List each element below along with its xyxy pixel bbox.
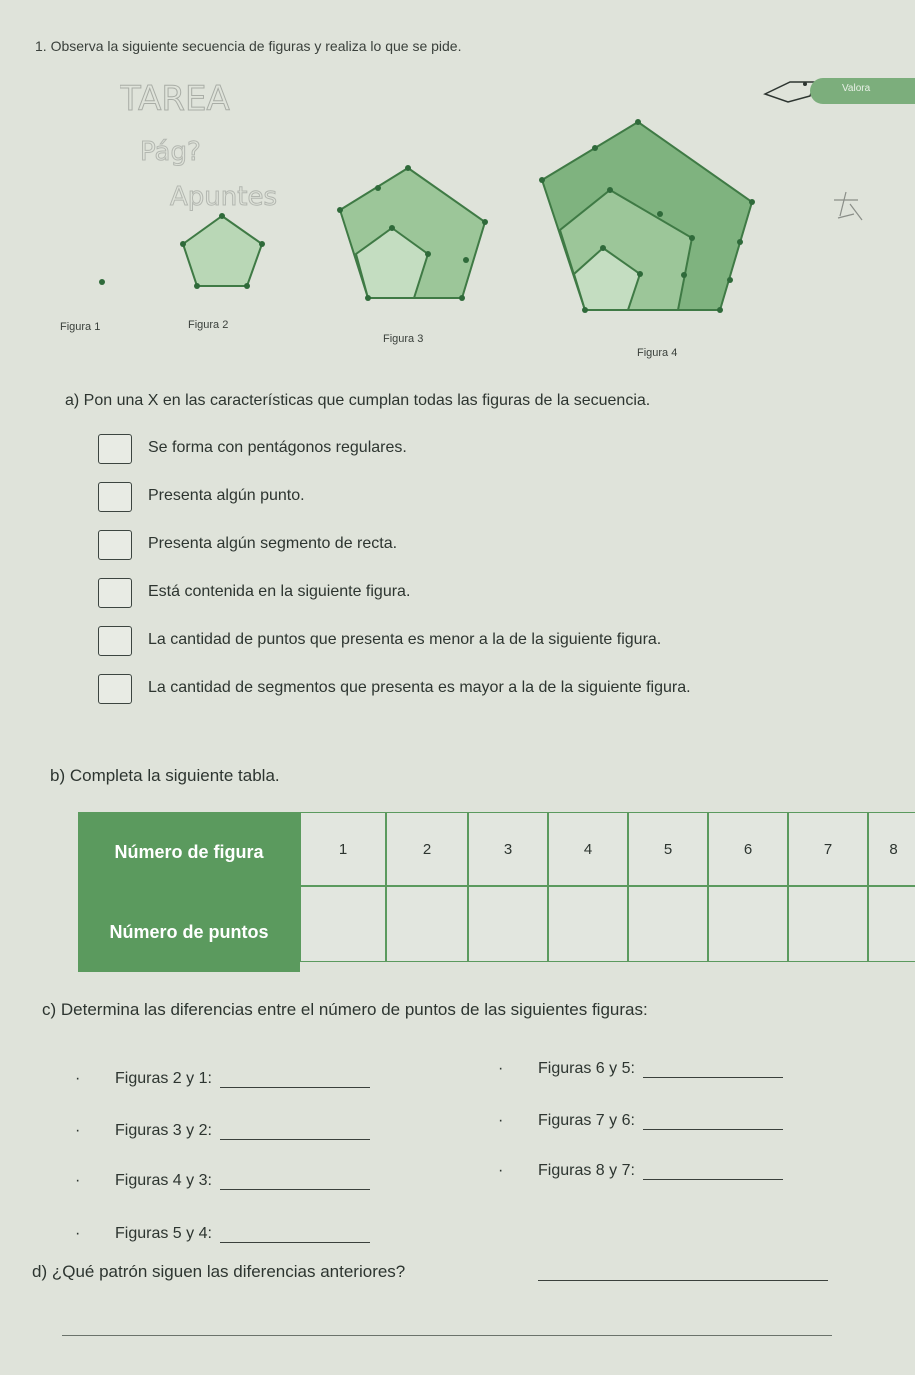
figure-2: [180, 213, 265, 289]
difference-item: · Figuras 8 y 7:: [538, 1162, 783, 1180]
points-cell[interactable]: [788, 886, 868, 962]
valora-label: Valora: [842, 83, 871, 94]
answer-line[interactable]: [220, 1226, 370, 1243]
difference-label: Figuras 2 y 1:: [115, 1070, 212, 1087]
checkbox[interactable]: [98, 482, 132, 512]
figure-number-cell: 4: [548, 812, 628, 886]
figure-4-label: Figura 4: [637, 347, 678, 359]
handwriting-3: Apuntes: [170, 182, 277, 212]
difference-item: · Figuras 6 y 5:: [538, 1060, 783, 1078]
figure-number-cell: 1: [300, 812, 386, 886]
option-label: La cantidad de puntos que presenta es menor a la de la siguiente figura.: [148, 631, 662, 648]
answer-line[interactable]: [220, 1071, 370, 1088]
points-cell[interactable]: [386, 886, 468, 962]
option-label: La cantidad de segmentos que presenta es mayor a la de la siguiente figura.: [148, 679, 691, 696]
points-cell[interactable]: [628, 886, 708, 962]
row-header-points: Número de puntos: [78, 892, 300, 972]
figure-number-cell: 8: [868, 812, 915, 886]
difference-label: Figuras 8 y 7:: [538, 1162, 635, 1179]
figure-number-cell: 5: [628, 812, 708, 886]
figure-number-cell: 7: [788, 812, 868, 886]
figure-number-cell: 6: [708, 812, 788, 886]
figure-number-cell: 3: [468, 812, 548, 886]
part-b-prompt: b) Completa la siguiente tabla.: [50, 766, 280, 785]
difference-item: · Figuras 7 y 6:: [538, 1112, 783, 1130]
pentagon-sequence: [0, 110, 800, 370]
part-c-prompt: c) Determina las diferencias entre el número de puntos de las siguientes figuras:: [42, 1000, 648, 1019]
option-label: Está contenida en la siguiente figura.: [148, 583, 411, 600]
option-label: Presenta algún punto.: [148, 487, 305, 504]
question-1-title: 1. Observa la siguiente secuencia de figuras y realiza lo que se pide.: [35, 38, 462, 54]
points-cell[interactable]: [300, 886, 386, 962]
option-label: Se forma con pentágonos regulares.: [148, 439, 407, 456]
points-cell[interactable]: [468, 886, 548, 962]
difference-item: · Figuras 5 y 4:: [115, 1225, 370, 1243]
handwritten-mark: [828, 190, 868, 230]
figure-2-label: Figura 2: [188, 319, 229, 331]
option-label: Presenta algún segmento de recta.: [148, 535, 398, 552]
checkbox[interactable]: [98, 434, 132, 464]
figure-1-label: Figura 1: [60, 321, 101, 333]
figure-3-label: Figura 3: [383, 333, 424, 345]
checkbox[interactable]: [98, 674, 132, 704]
points-cell[interactable]: [548, 886, 628, 962]
handwriting-1: TAREA: [120, 79, 230, 119]
figure-4: [539, 119, 755, 313]
difference-label: Figuras 5 y 4:: [115, 1225, 212, 1242]
part-d-prompt: d) ¿Qué patrón siguen las diferencias anteriores?: [32, 1262, 406, 1281]
row-header-figure: Número de figura: [78, 812, 300, 892]
answer-line[interactable]: [220, 1173, 370, 1190]
answer-line[interactable]: [643, 1061, 783, 1078]
difference-label: Figuras 6 y 5:: [538, 1060, 635, 1077]
answer-line[interactable]: [62, 1335, 832, 1336]
difference-label: Figuras 4 y 3:: [115, 1172, 212, 1189]
answer-line[interactable]: [643, 1113, 783, 1130]
answer-line[interactable]: [643, 1163, 783, 1180]
checkbox[interactable]: [98, 626, 132, 656]
figure-1-point: [99, 279, 105, 285]
checkbox[interactable]: [98, 530, 132, 560]
points-cell[interactable]: [708, 886, 788, 962]
points-cell[interactable]: [868, 886, 915, 962]
difference-item: · Figuras 2 y 1:: [115, 1070, 370, 1088]
answer-line[interactable]: [538, 1280, 828, 1281]
figure-3: [337, 165, 488, 301]
difference-item: · Figuras 3 y 2:: [115, 1122, 370, 1140]
difference-label: Figuras 3 y 2:: [115, 1122, 212, 1139]
figure-number-cell: 2: [386, 812, 468, 886]
part-a-prompt: a) Pon una X en las características que cumplan todas las figuras de la secuencia.: [65, 392, 651, 409]
difference-label: Figuras 7 y 6:: [538, 1112, 635, 1129]
points-table: [78, 812, 915, 972]
valora-badge: [760, 72, 915, 108]
checkbox[interactable]: [98, 578, 132, 608]
difference-item: · Figuras 4 y 3:: [115, 1172, 370, 1190]
answer-line[interactable]: [220, 1123, 370, 1140]
handwriting-2: Pág?: [140, 137, 201, 167]
